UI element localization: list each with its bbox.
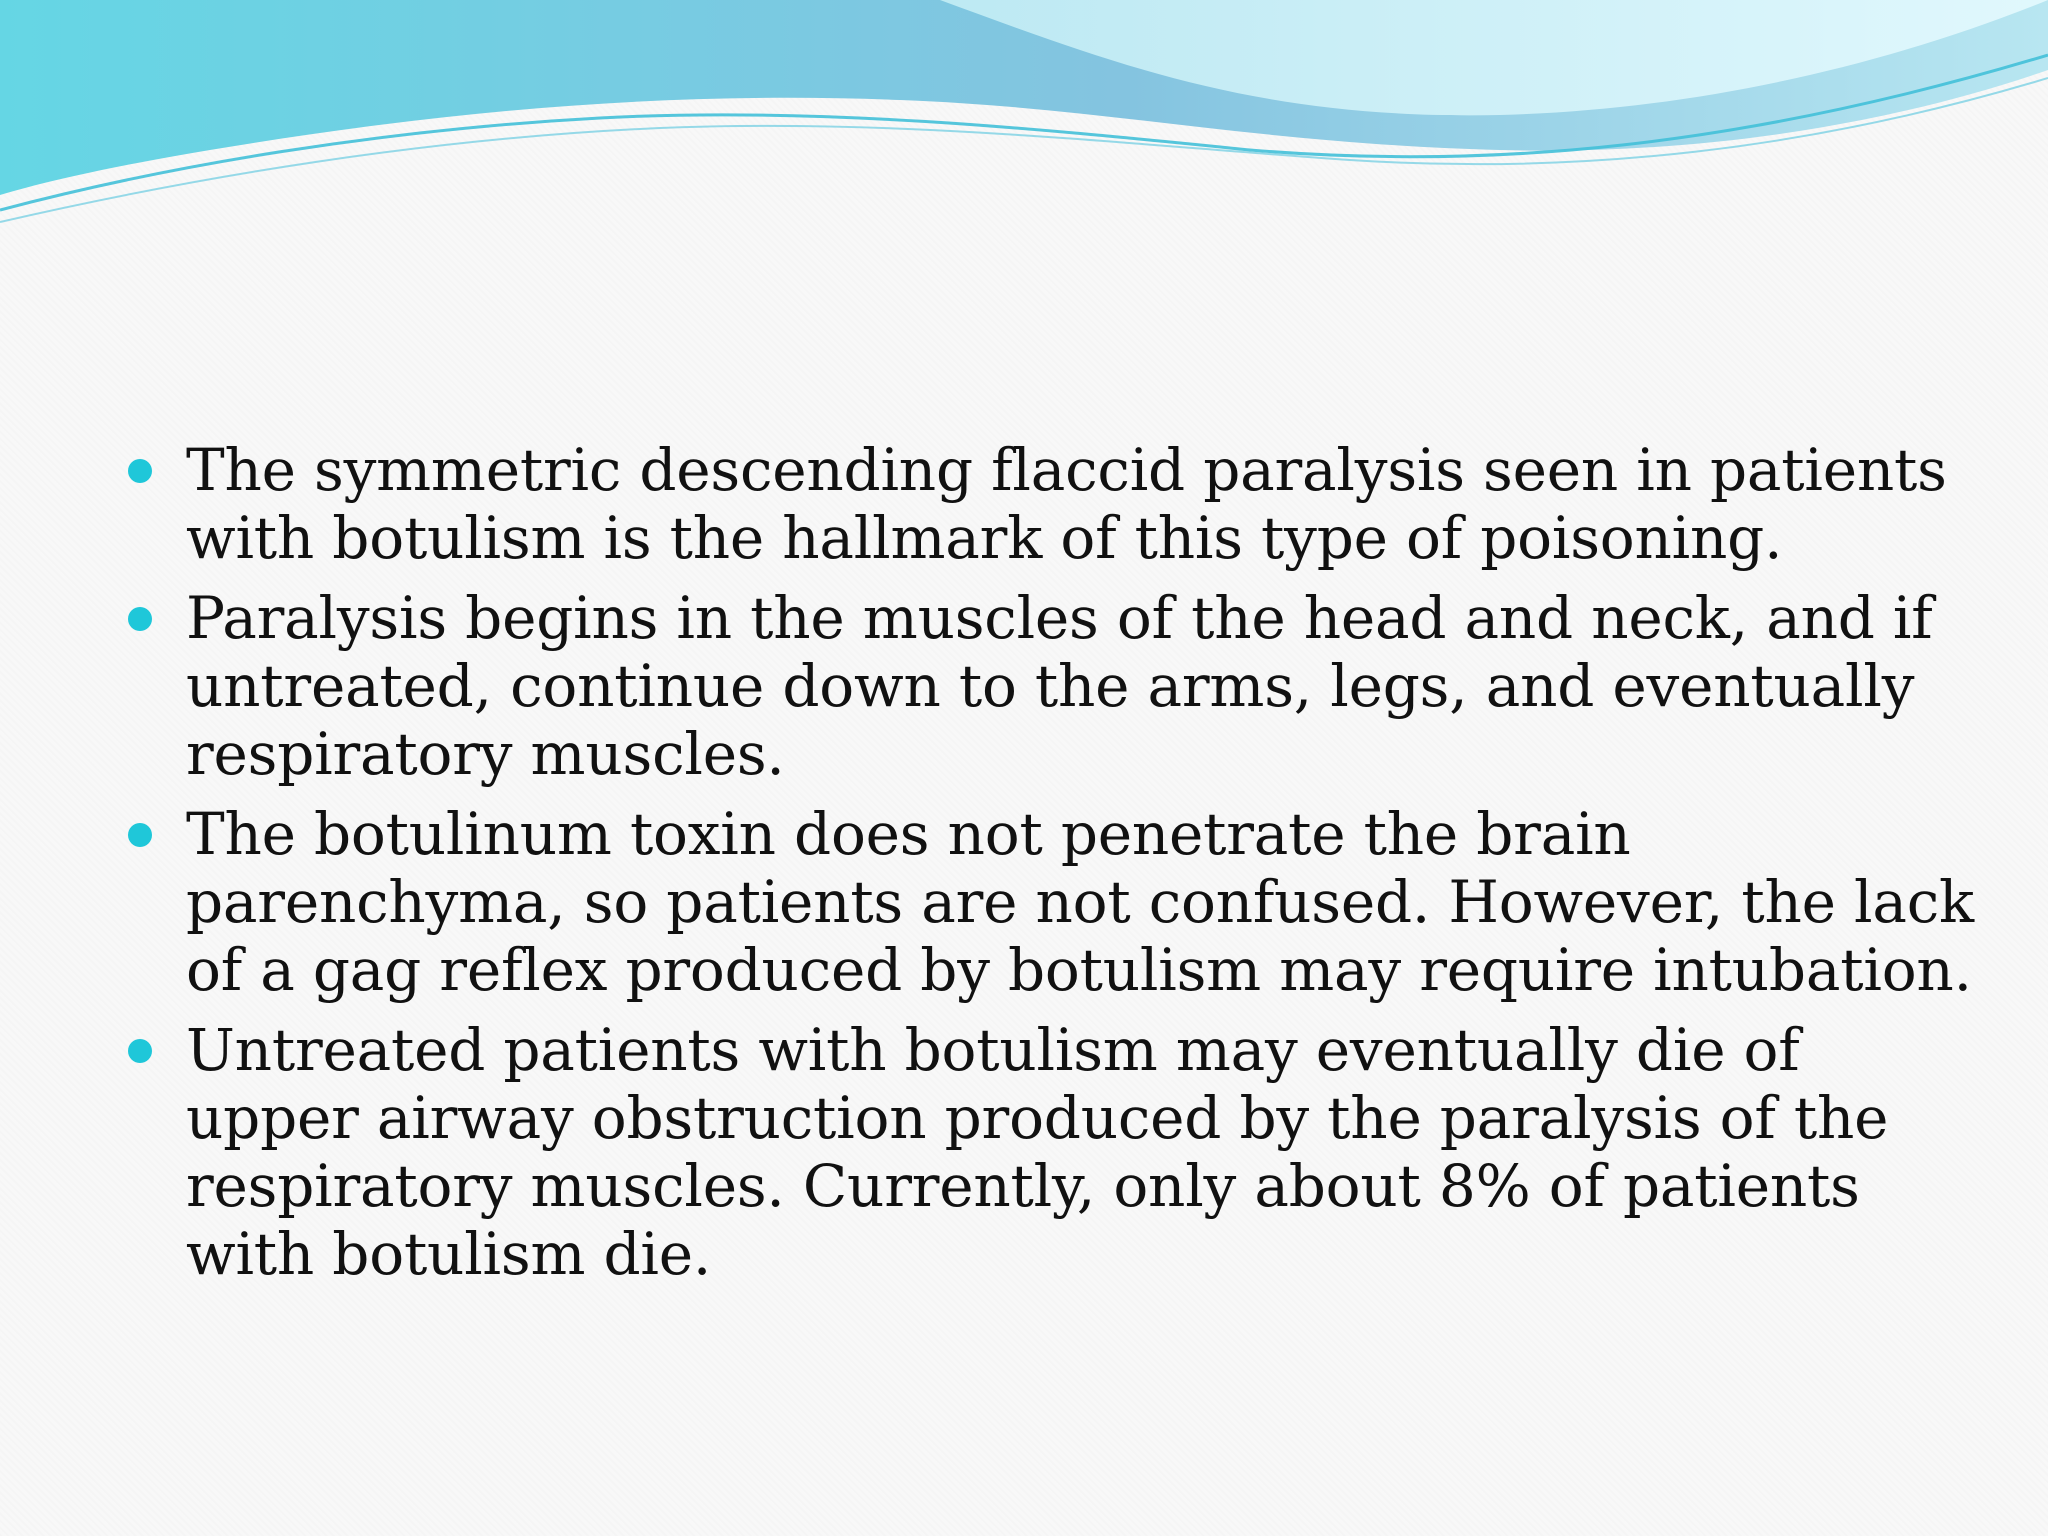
bullet-item xyxy=(128,1016,1988,1288)
bullet-item xyxy=(128,436,1988,572)
bullet-text: Paralysis begins in the muscles of the head and neck, and if untreated, continue down to the arms, legs, and eventually respiratory muscles. xyxy=(186,584,1933,788)
bullet-text: The symmetric descending flaccid paralysis seen in patients with botulism is the hallmark of this type of poisoning. xyxy=(186,436,1947,572)
bullet-list xyxy=(128,436,1988,1288)
bullet-item xyxy=(128,800,1988,1004)
bullet-text: Untreated patients with botulism may eventually die of upper airway obstruction produced by the paralysis of the respiratory muscles. Currently, only about 8% of patients with botulism die. xyxy=(186,1016,1889,1288)
bullet-dot-icon xyxy=(128,459,152,483)
bullet-dot-icon xyxy=(128,607,152,631)
content-area xyxy=(128,436,1988,1300)
bullet-dot-icon xyxy=(128,1039,152,1063)
bullet-dot-icon xyxy=(128,823,152,847)
bullet-item xyxy=(128,584,1988,788)
bullet-text: The botulinum toxin does not penetrate the brain parenchyma, so patients are not confused. However, the lack of a gag reflex produced by botulism may require intubation. xyxy=(186,800,1974,1004)
header-wave-decoration xyxy=(0,0,2048,240)
